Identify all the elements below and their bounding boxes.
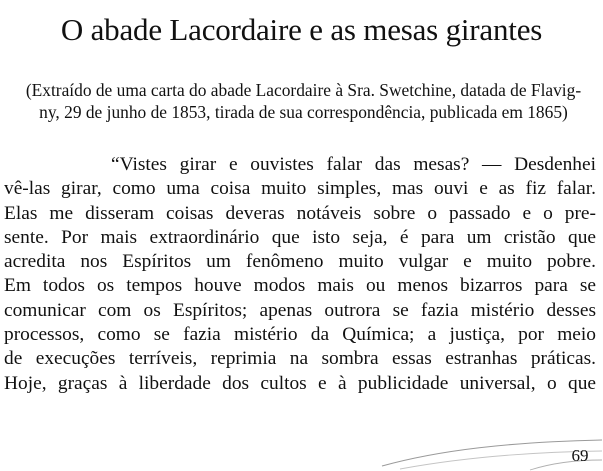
body-line: Em todos os tempos houve modos mais ou menos bizarros para se <box>4 275 596 297</box>
body-line: sente. Por mais extraordinário que isto seja, é para um cristão que <box>4 226 596 248</box>
body-text <box>4 153 596 396</box>
body-line: vê-las girar, como uma coisa muito simples, mas ouvi e as fiz falar. <box>4 178 596 200</box>
body-line: processos, como se fazia mistério da Química; a justiça, por meio <box>4 324 596 346</box>
body-line: acredita nos Espíritos um fenômeno muito vulgar e muito pobre. <box>4 251 596 273</box>
source-note-line: (Extraído de uma carta do abade Lacordaire à Sra. Swetchine, datada de Flavig- <box>25 80 582 100</box>
body-line: “Vistes girar e ouvistes falar das mesas? — Desdenhei <box>111 154 596 175</box>
source-note <box>22 79 585 123</box>
body-line: Hoje, graças à liberdade dos cultos e à publicidade universal, o que <box>4 372 596 394</box>
body-line: comunicar com os Espíritos; apenas outrora se fazia mistério desses <box>4 299 596 321</box>
page-title: O abade Lacordaire e as mesas girantes <box>60 12 543 47</box>
body-line: Elas me disseram coisas deveras notáveis sobre o passado e o pre- <box>4 202 596 224</box>
source-note-line: ny, 29 de junho de 1853, tirada de sua correspondência, publicada em 1865) <box>39 102 568 122</box>
body-line: de execuções terríveis, reprimia na sombra essas estranhas práticas. <box>4 348 596 370</box>
page-number: 69 <box>571 446 589 465</box>
